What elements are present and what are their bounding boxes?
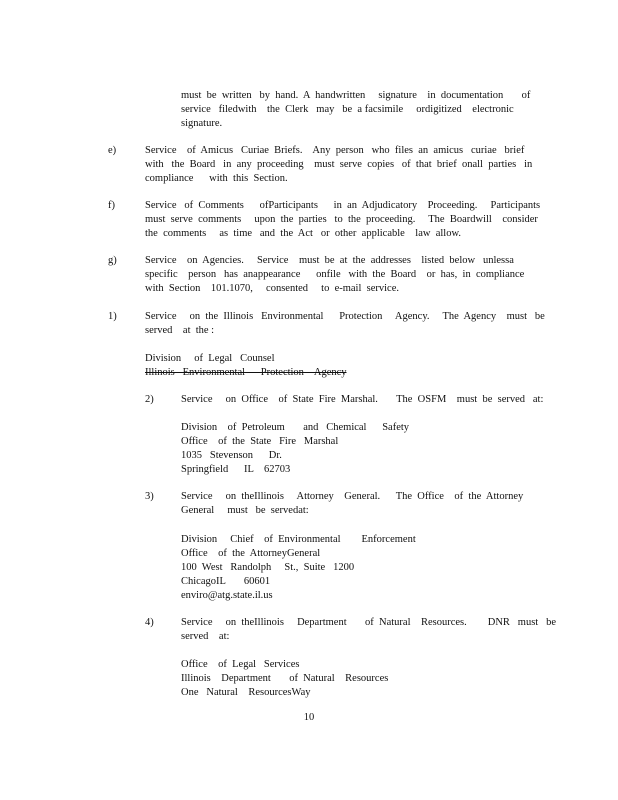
intro-line: signature.	[181, 118, 223, 129]
item-1-marker: 1)	[108, 311, 117, 322]
item-4-address-line: One Natural ResourcesWay	[181, 687, 311, 698]
item-f-line: the comments as time and the Act or other applicable law allow.	[145, 228, 461, 239]
item-3-address-line: Division Chief of Environmental Enforcement	[181, 534, 416, 545]
item-1-line: Service on the Illinois Environmental Protection Agency. The Agency must be	[145, 311, 545, 322]
item-e-line: compliance with this Section.	[145, 173, 288, 184]
item-f-marker: f)	[108, 200, 115, 211]
item-f-line: must serve comments upon the parties to the proceeding. The Boardwill consider	[145, 214, 538, 225]
item-2-marker: 2)	[145, 394, 154, 405]
item-g-line: with Section 101.1070, consented to e-mail service.	[145, 283, 399, 294]
item-3-line: General must be servedat:	[181, 505, 309, 516]
item-3-email: enviro@atg.state.il.us	[181, 590, 273, 601]
item-e-line: Service of Amicus Curiae Briefs. Any person who files an amicus curiae brief	[145, 145, 525, 156]
page-number: 10	[303, 712, 315, 723]
item-3-address-line: ChicagoIL 60601	[181, 576, 271, 587]
intro-line: service filedwith the Clerk may be a facsimile ordigitized electronic	[181, 104, 514, 115]
item-4-line: Service on theIllinois Department of Natural Resources. DNR must be	[181, 617, 557, 628]
item-4-line: served at:	[181, 631, 230, 642]
item-2-address-line: Office of the State Fire Marshal	[181, 436, 339, 447]
item-1-struck-line: Illinois Environmental Protection Agency	[145, 367, 347, 378]
item-4-address-line: Illinois Department of Natural Resources	[181, 673, 389, 684]
item-e-line: with the Board in any proceeding must serve copies of that brief onall parties in	[145, 159, 533, 170]
item-g-marker: g)	[108, 255, 117, 266]
item-1-address-line: Division of Legal Counsel	[145, 353, 275, 364]
item-3-address-line: Office of the AttorneyGeneral	[181, 548, 321, 559]
item-1-line: served at the :	[145, 325, 215, 336]
item-g-line: Service on Agencies. Service must be at the addresses listed below unlessa	[145, 255, 514, 266]
item-3-line: Service on theIllinois Attorney General. The Office of the Attorney	[181, 491, 524, 502]
item-2-line: Service on Office of State Fire Marshal. The OSFM must be served at:	[181, 394, 544, 405]
item-2-address-line: Division of Petroleum and Chemical Safety	[181, 422, 410, 433]
item-2-address-line: Springfield IL 62703	[181, 464, 291, 475]
item-3-address-line: 100 West Randolph St., Suite 1200	[181, 562, 355, 573]
item-4-marker: 4)	[145, 617, 154, 628]
item-3-marker: 3)	[145, 491, 154, 502]
intro-line: must be written by hand. A handwritten signature in documentation of	[181, 90, 531, 101]
item-f-line: Service of Comments ofParticipants in an Adjudicatory Proceeding. Participants	[145, 200, 541, 211]
item-4-address-line: Office of Legal Services	[181, 659, 300, 670]
item-g-line: specific person has anappearance onfile with the Board or has, in compliance	[145, 269, 525, 280]
item-2-address-line: 1035 Stevenson Dr.	[181, 450, 282, 461]
item-e-marker: e)	[108, 145, 117, 156]
